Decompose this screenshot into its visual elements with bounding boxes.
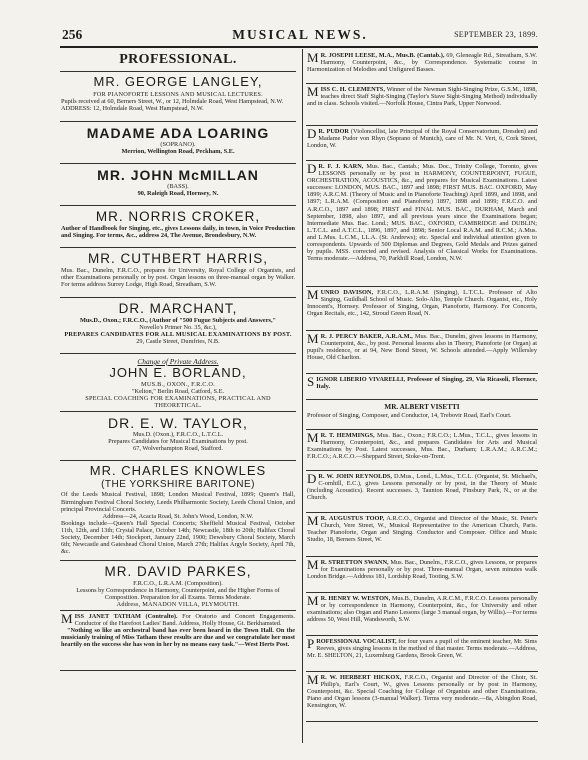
ad-parkes — [60, 561, 296, 611]
drop-cap: M — [307, 430, 319, 445]
drop-cap: M — [307, 287, 319, 302]
ad-name: MR. CHARLES KNOWLES — [89, 463, 267, 478]
ad-address: Address—24, Acacia Road, St. John's Wood, London, N.W. — [102, 512, 254, 520]
ad-body: Mus.B., Dunelm, A.R.C.M., F.R.C.O. Lessons personally or by correspondence in Harmony, Counterpoint, &c., for University and other examinations; also Organ and Piano Lessons (large 3 manual organ, by Willis).—For terms address 50, West Hill, Wandsworth, S.W. — [307, 595, 537, 624]
ad-line: F.R.C.O., L.R.A.M. (Composition). — [133, 579, 223, 587]
ad-name: R. AUGUSTUS TOOP, — [320, 515, 385, 522]
ad-line: MUS.B., OXON., F.R.C.O. — [141, 380, 215, 388]
left-column — [60, 50, 296, 671]
ad-line: 29, Castle Street, Dumfries, N.B. — [136, 337, 220, 345]
ad-reynolds — [306, 471, 538, 513]
ad-loaring — [60, 122, 296, 164]
ad-line: Address, MANADON VILLA, PLYMOUTH. — [116, 600, 240, 608]
ad-body: Mus. Bac., Oxon.; F.R.C.O.; L.Mus., T.C.L., gives lessons in Harmony, Counterpoint, &c., and prepares Candidates for Arts and Musical Examinations by Post. Latest successes, Mus. Bac., Durham; L.R.A.M.; A.R.C.M.; F.R.C.O.; A.R.C.O.—Sheppard Street, Stoke-on-Trent. — [307, 432, 537, 461]
ad-name: R. JOSEPH LEESE, M.A., Mus.B. (Cantab.), — [320, 52, 445, 59]
ad-body: Mus. Bac., Dunelm, gives lessons in Harmony, Counterpoint, &c., by post. Personal lessons also in Theory, Pianoforte (or Organ) at pupil's residence, or at 94, New Bond Street, W. Schools attended.—Apply Willersley House, Old Charlton. — [307, 333, 538, 362]
ad-body: For Oratorio and Concert Engagements. Conductor of the Harefoot Ladies' Band. Address, Holly House, Gt. Berkhamsted. — [74, 613, 295, 628]
ad-weston — [306, 593, 538, 636]
ad-name: R. W. HERBERT HICKOX, — [320, 674, 402, 681]
ad-name: MR. ALBERT VISETTI — [384, 403, 460, 411]
ad-name: MR. DAVID PARKES, — [104, 564, 252, 579]
ad-body: A.R.C.O., Organist and Director of the Music, St. Peter's Church, Vere Street, W., Musical Representative to the American Church, Paris. Teacher Pianoforte, Organ and Singing. Conductor and Composer. Office and Music Studio, 18, Berners Street, W. — [307, 515, 538, 544]
ad-body: F.R.C.O., Organist and Director of the Choir, St. Philip's, Earl's Court, W., gives Lessons personally or by post in Harmony, Counterpoint, &c. Special Coaching for College of Organists and other Examinations. Piano and Organ lessons (3-manual Walker). Terms very moderate.—8a, Abingdon Road, Kensington, W. — [307, 674, 538, 710]
ad-line: PREPARES CANDIDATES FOR ALL MUSICAL EXAMINATIONS BY POST. — [64, 330, 292, 338]
ad-body: Mus. Bac., Cantab.; Mus. Doc., Trinity College, Toronto, gives LESSONS personally or by post in HARMONY, COUNTERPOINT, FUGUE, ORCHESTRATION, ACOUSTICS, &c., and prepares for Musical Examinations. Latest successes: LONDON, MUS. BAC., 1897 and 1898; FIRST MUS. BAC. OXFORD, May 1899; A.R.C.M. (Theory of Music and in Pianoforte Teaching) April 1899, and 1898, and 1897; L.R.A.M. (Composition and Pianoforte) 1897, 1898 and 1899; F.R.C.O. and A.R.C.O., 1897 and 1898; FIRST and FINAL MUS. BAC., DURHAM, March and September, 1898, also 1897, and all previous years since the Examinations began; Intermediate Mus. Bac. Lond.; MUS. BAC., OXFORD, CAMBRIDGE and DUBLIN; L.T.C.L. and A.T.C.L., 1896, 1897, and 1898; Senior Local R.A.M. and R.C.M.; A.Mus. and L.Mus. L.C.M., LL.A. (St. Andrews); etc. Special and individual attention given to correspondents. Upwards of 500 Diplomas and Degrees, Gold Medals and Prizes gained by pupils. MSS. corrected and revised. Analysis of Classical Works for Examinations. Terms moderate.—Address, 70, Parkhill Road, London, N.W. — [307, 163, 537, 263]
ad-name: R. STRETTON SWANN, — [320, 559, 389, 566]
ad-name: R. W. JOHN REYNOLDS, — [318, 473, 392, 480]
drop-cap: M — [307, 557, 319, 572]
drop-cap: D — [307, 471, 317, 486]
ad-davison — [306, 287, 538, 331]
drop-cap: D — [307, 126, 317, 141]
ad-line: Mus.D. (Oxon.), F.R.C.O., L.T.C.L. — [132, 431, 224, 439]
ad-quote: "Nothing so like an orchestral band has ever been heard in the Town Hall. On the musicianly training of Miss Tatham these results are due and we congratulate her most heartily on the success she has won in her by no means easy task."—West Herts Post. — [61, 627, 295, 649]
ad-name: R. F. J. KARN, — [318, 163, 364, 170]
ad-taylor — [60, 412, 296, 461]
ad-vivarelli — [306, 374, 538, 400]
ad-body: Author of Handbook for Singing, etc., gives Lessons daily, in town, in Voice Production and Singing. For terms, &c., address 24, The Avenue, Brondesbury, N.W. — [61, 224, 295, 239]
drop-cap: S — [307, 374, 315, 389]
ad-bookings: Bookings include—Queen's Hall Special Concerts; Sheffield Musical Festival, October 11th, 12th, and 13th; Crystal Palace, October 14th; Newcastle, 18th to 20th; Halifax Choral Society, December 14th; Stockport, January 22nd, 1900; Dewsbury Choral Society, March 6th; Newcastle and Gateshead Choral Union, March 27th; Halifax Argyle Society, April 7th, &c. — [61, 519, 295, 556]
ad-name: ROFESSIONAL VOCALIST, — [316, 638, 397, 645]
ad-line: Novello's Primer No. 35, &c.), — [139, 323, 217, 331]
drop-cap: M — [307, 84, 319, 99]
ad-borland — [60, 354, 296, 412]
ad-tatham — [60, 611, 296, 671]
ad-body: Professor of Singing, 29, Via Ricasoli, Florence, Italy. — [316, 376, 537, 391]
column-divider — [302, 49, 303, 743]
ad-address: Merrion, Wellington Road, Peckham, S.E. — [121, 148, 235, 156]
drop-cap: M — [307, 513, 319, 528]
ad-name: MR. CUTHBERT HARRIS, — [87, 251, 269, 266]
ad-harris — [60, 248, 296, 298]
ad-name: R. PUDOR — [318, 128, 349, 135]
drop-cap: M — [307, 672, 319, 687]
ad-body: Pupils received at 60, Berners Street, W., or 12, Holmdale Road, West Hampstead, N.W. — [61, 98, 284, 106]
drop-cap: M — [307, 50, 319, 65]
ad-body: Mus. Bac., Dunelm, F.R.C.O., prepares for University, Royal College of Organists, and other Examinations personally or by post. Organ lessons on three-manual organ by Walker. For terms address Surrey Lodge, High Road, Streatham, S.W. — [61, 266, 295, 288]
ad-knowles — [60, 461, 296, 561]
ad-name: UNRO DAVISON, — [320, 289, 374, 296]
ad-visetti — [306, 400, 538, 430]
drop-cap: M — [307, 593, 319, 608]
ad-mcmillan — [60, 164, 296, 206]
ad-name: ISS C. H. CLEMENTS, — [320, 86, 385, 93]
ad-langley — [60, 72, 296, 122]
ad-body: Of the Leeds Musical Festival, 1898; London Musical Festival, 1899; Queen's Hall, Birmingham Festival Choral Society, Leeds Philharmonic Society, Leeds Choral Union, and principal Provincial Concerts. — [61, 491, 295, 513]
page-number: 256 — [62, 27, 83, 42]
ad-name: DR. E. W. TAYLOR, — [108, 415, 248, 431]
ad-hickox — [306, 672, 538, 722]
ad-line: Prepares Candidates for Musical Examinations by post. — [108, 438, 248, 446]
ad-line: Lessons by Correspondence in Harmony, Counterpoint, and the Higher Forms of Composition. Preparation for all Exams. Terms Moderate. — [76, 586, 280, 601]
ad-line: 67, Wolverhampton Road, Stafford. — [133, 445, 223, 453]
ad-hemmings — [306, 430, 538, 471]
ad-name: IGNOR LIBERIO VIVARELLI, — [316, 376, 406, 383]
ad-clements — [306, 84, 538, 126]
right-column — [306, 50, 538, 722]
issue-date: SEPTEMBER 23, 1899. — [454, 30, 538, 39]
ad-name: MADAME ADA LOARING — [86, 125, 270, 141]
drop-cap: D — [307, 161, 317, 176]
masthead-title: MUSICAL NEWS. — [232, 27, 368, 42]
ad-name: R. HENRY W. WESTON, — [320, 595, 391, 602]
ad-name: MR. JOHN McMILLAN — [97, 167, 259, 183]
drop-cap: M — [307, 331, 319, 346]
ad-name: R. J. PERCY BAKER, A.R.A.M., — [320, 333, 413, 340]
ad-pudor — [306, 126, 538, 161]
ad-name: DR. MARCHANT, — [118, 301, 238, 316]
ad-toop — [306, 513, 538, 557]
ad-body: Winner of the Newman Sight-Singing Prize, G.S.M., 1898, teaches direct Staff Sight-Singing (Taylor's Stave Sight-Singing Method) individually and in class. Schools visited.—Norfolk House, Cintra Park, Upper Norwood. — [307, 86, 537, 108]
running-header — [62, 27, 538, 43]
ad-body: D.Mus., Lond., L.Mus., T.C.L. (Organist, St. Michael's, C-ornhill, E.C.), gives Lessons personally or by post, in the Theory of Music (including Acoustics). Recent successes. 3, Taunton Road, Finsbury Park, N., or at the Church. — [307, 473, 537, 502]
ad-sub: (SOPRANO). — [160, 141, 196, 149]
ad-body: Mus. Bac., Dunelm., F.R.C.O., gives Lessons, or prepares for Examinations personally or by post. Three-manual Organ, seven minutes walk London Bridge.—Address 181, Lordship Road, Tooting, S.W. — [307, 559, 537, 581]
ad-line: FOR PIANOFORTE LESSONS AND MUSICAL LECTURES. — [93, 90, 263, 98]
header-rule — [60, 46, 538, 48]
ad-name: MR. GEORGE LANGLEY, — [93, 74, 263, 89]
ad-line: Mus.D., Oxon.; F.R.C.O., (Author of "500 Fugue Subjects and Answers," — [79, 316, 277, 324]
section-title: PROFESSIONAL. — [60, 50, 296, 72]
ad-swann — [306, 557, 538, 593]
ad-marchant — [60, 298, 296, 354]
ad-note: Change of Private Address. — [137, 357, 219, 366]
ad-sub: (BASS). — [167, 183, 189, 191]
ad-line: SPECIAL COACHING FOR EXAMINATIONS, PRACTICAL AND THEORETICAL. — [85, 395, 271, 410]
ad-name: JOHN E. BORLAND, — [109, 365, 247, 380]
ad-name: R. T. HEMMINGS, — [320, 432, 375, 439]
ad-name: MR. NORRIS CROKER, — [95, 209, 261, 224]
ad-body: (Violoncellist, late Principal of the Royal Conservatorium, Dresden) and Madame Pudor von Rhyn (Soprano of Munich), care of Mr. N. Vert, 6, Cork Street, London, W. — [307, 128, 537, 150]
ad-karn — [306, 161, 538, 287]
ad-baker — [306, 331, 538, 374]
ad-leese — [306, 50, 538, 84]
drop-cap: M — [61, 611, 73, 626]
ad-vocalist — [306, 636, 538, 672]
ad-body: F.R.C.O., L.R.A.M. (Singing), L.T.C.L. Professor of Alto Singing, Guildhall School of Music. Solo-Alto, Temple Church. Organist, etc., Holy Innocent's, Hornsey. Professor of Singing, Organ, Pianoforte, Harmony. For Concerts, Organ Recitals, etc., 142, Stroud Green Road, N. — [307, 289, 537, 318]
ad-body: for four years a pupil of the eminent teacher, Mr. Sims Reeves, gives singing lessons in the method of that master. Terms moderate.—Address, Mr. E. SHELTON, 21, Luxemburg Gardens, Brook Green, W. — [307, 638, 537, 660]
ad-address: 90, Raleigh Road, Hornsey, N. — [137, 190, 219, 198]
ad-croker — [60, 206, 296, 248]
ad-sub: (THE YORKSHIRE BARITONE) — [101, 478, 255, 490]
ad-line: "Kelton," Berlin Road, Catford, S.E. — [131, 388, 225, 396]
ad-address: ADDRESS: 12, Holmdale Road, West Hampstead, N.W. — [61, 105, 204, 113]
drop-cap: P — [307, 636, 315, 651]
ad-name: ISS JANET TATHAM (Contralto). — [74, 613, 178, 620]
ad-body: 69, Gleneagle Rd., Streatham, S.W. Harmony, Counterpoint, &c., by Correspondence. Systematic course in Harmonization of Melodies and Unfigured Basses. — [307, 52, 537, 74]
ad-body: Professor of Singing, Composer, and Conductor, 14, Trebovir Road, Earl's Court. — [307, 412, 512, 419]
